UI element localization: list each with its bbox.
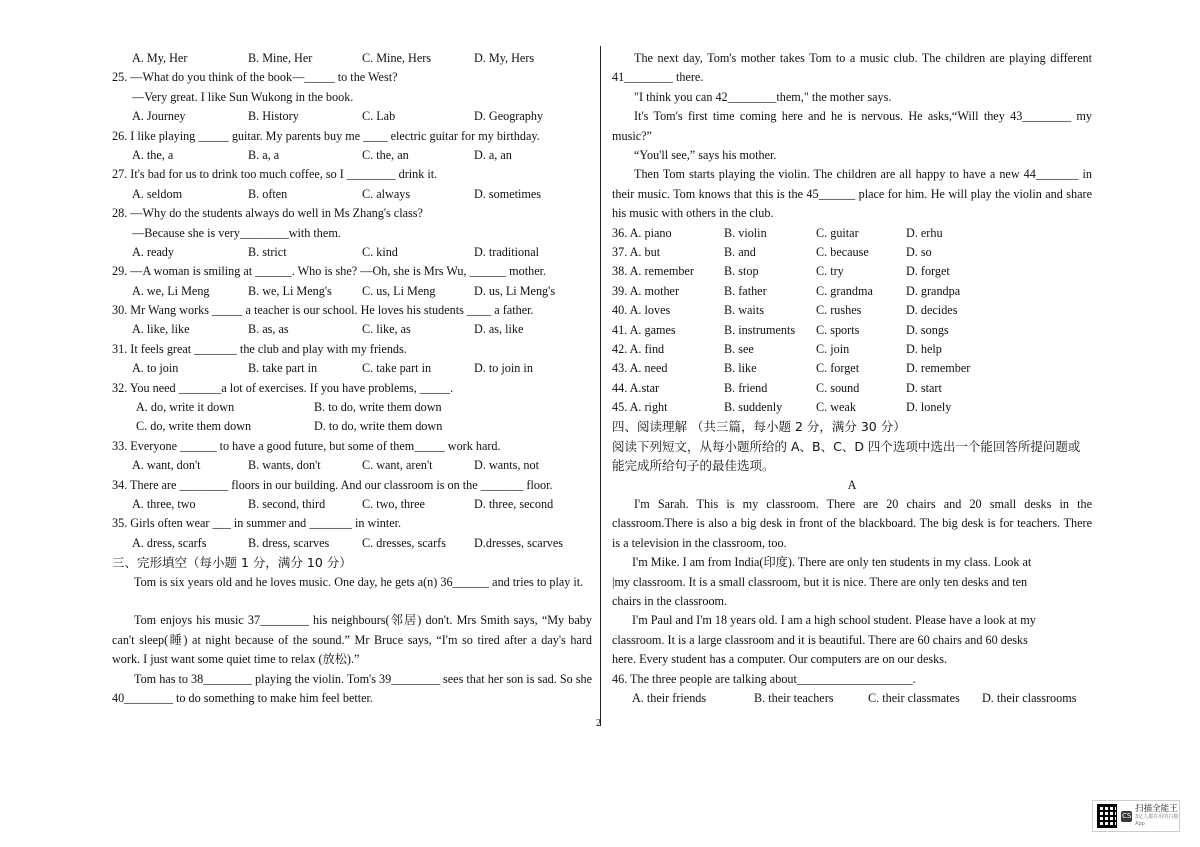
question-line: —Very great. I like Sun Wukong in the book. [132, 89, 354, 104]
passage-paragraph: I'm Sarah. This is my classroom. There are 20 chairs and 20 small desks in the classroom.There is also a big desk in front of the blackboard. The big desk is for teachers. There is a television in the classroom, too. [612, 497, 1092, 550]
option-choice: C. sports [816, 322, 860, 337]
option-choice: B. friend [724, 380, 768, 395]
cloze-option-row [612, 359, 1092, 378]
option-choice: C. join [816, 341, 850, 356]
question-line: 25. —What do you think of the book—_____ to the West? [112, 70, 398, 85]
option-choice: A. like, like [132, 322, 190, 337]
passage-paragraph: Tom enjoys his music 37________ his neighbours(邻居) don't. Mrs Smith says, “My baby can't sleep(睡) at night because of the sound.” Mr Bruce says, “I'm so tired after a day's hard work. I just want some quiet time to relax (放松).” [112, 613, 592, 667]
option-choice: B. instruments [724, 322, 796, 337]
option-group [112, 495, 592, 514]
option-choice: B. like [724, 361, 757, 376]
option-choice: A. dress, scarfs [132, 535, 207, 550]
question-line: chairs in the classroom. [612, 594, 728, 608]
option-choice: A. their friends [632, 690, 707, 705]
cloze-option-row [612, 301, 1092, 320]
option-choice: C. want, aren't [362, 458, 433, 473]
option-choice: D. grandpa [906, 283, 961, 298]
option-choice: B. and [724, 244, 756, 259]
option-choice: C. Lab [362, 109, 396, 124]
camscanner-logo-icon: CS [1121, 811, 1132, 820]
cloze-option-row [612, 398, 1092, 417]
option-choice: 39. A. mother [612, 283, 680, 298]
page-number: 2 [596, 718, 601, 729]
option-choice: D. their classrooms [982, 690, 1077, 705]
option-choice: C. always [362, 186, 411, 201]
question-line: 30. Mr Wang works _____ a teacher is our school. He loves his students ____ a father. [112, 303, 534, 318]
passage-paragraph: The next day, Tom's mother takes Tom to a music club. The children are playing different 41________ there. [612, 51, 1092, 85]
cloze-option-row [612, 224, 1092, 243]
option-choice: B. suddenly [724, 400, 783, 415]
option-group [112, 185, 592, 204]
option-choice: A. ready [132, 244, 174, 259]
left-column [112, 49, 592, 708]
option-choice: C. their classmates [868, 690, 960, 705]
answer-options [112, 456, 592, 475]
option-choice: 40. A. loves [612, 303, 671, 318]
option-choice: A. Journey [132, 109, 186, 124]
question-line: I'm Paul and I'm 18 years old. I am a high school student. Please have a look at my [632, 613, 1036, 628]
option-choice: 36. A. piano [612, 225, 672, 240]
option-choice: C. grandma [816, 283, 873, 298]
option-choice: A. we, Li Meng [132, 283, 210, 298]
watermark-title: 扫描全能王 [1135, 804, 1178, 814]
option-choice: C. guitar [816, 225, 859, 240]
option-choice: B. dress, scarves [248, 535, 330, 550]
option-choice: B. strict [248, 244, 287, 259]
option-choice: D. wants, not [474, 458, 539, 473]
option-choice: 37. A. but [612, 244, 661, 259]
answer-options [112, 495, 592, 514]
column-divider [600, 46, 601, 726]
option-choice: A. to join [132, 361, 179, 376]
option-choice: C. forget [816, 361, 860, 376]
option-choice: D. a, an [474, 147, 512, 162]
option-choice: B. violin [724, 225, 767, 240]
option-choice: A. do, write it down [136, 400, 235, 415]
answer-options [112, 49, 592, 68]
option-choice: B. to do, write them down [314, 400, 442, 415]
section-heading: 三、完形填空（每小题 1 分，满分 10 分） [112, 555, 352, 571]
option-choice: 44. A.star [612, 380, 660, 395]
cloze-option-row [612, 321, 1092, 340]
option-choice: D. songs [906, 322, 949, 337]
option-choice: B. stop [724, 264, 759, 279]
option-choice: C. weak [816, 400, 856, 415]
question-line: |my classroom. It is a small classroom, but it is nice. There are only ten desks and ten [612, 574, 1028, 589]
question-line: 26. I like playing _____ guitar. My parents buy me ____ electric guitar for my birthday. [112, 128, 540, 143]
answer-options [112, 243, 592, 262]
option-choice: D. remember [906, 361, 971, 376]
passage-paragraph: “You'll see,” says his mother. [634, 147, 777, 162]
option-choice: 45. A. right [612, 400, 668, 415]
option-choice: C. rushes [816, 303, 862, 318]
section-heading: 阅读下列短文，从每小题所给的 A、B、C、D 四个选项中选出一个能回答所提问题或 [612, 438, 1081, 454]
cloze-option-row [612, 340, 1092, 359]
camscanner-watermark [1092, 800, 1180, 832]
section-heading: 能完成所给句子的最佳选项。 [612, 458, 775, 474]
cloze-option-row [612, 282, 1092, 301]
option-choice: D. decides [906, 303, 958, 318]
answer-options [112, 398, 592, 417]
option-choice: C. like, as [362, 322, 411, 337]
answer-options [112, 282, 592, 301]
option-choice: B. History [248, 109, 299, 124]
option-choice: D.dresses, scarves [474, 535, 564, 550]
passage-paragraph: Tom is six years old and he loves music. One day, he gets a(n) 36______ and tries to play it. [134, 574, 584, 589]
question-line: 35. Girls often wear ___ in summer and _______ in winter. [112, 516, 402, 531]
option-choice: D. to do, write them down [314, 419, 443, 434]
right-column [612, 49, 1092, 708]
option-choice: D. us, Li Meng's [474, 283, 556, 298]
option-choice: B. as, as [248, 322, 289, 337]
question-line: 32. You need _______a lot of exercises. If you have problems, _____. [112, 380, 454, 395]
option-choice: B. often [248, 186, 288, 201]
answer-options [112, 107, 592, 126]
option-choice: 42. A. find [612, 341, 665, 356]
option-choice: 43. A. need [612, 361, 668, 376]
option-choice: C. us, Li Meng [362, 283, 436, 298]
question-line: 27. It's bad for us to drink too much coffee, so I ________ drink it. [112, 167, 438, 182]
option-group [112, 320, 592, 339]
option-choice: A. three, two [132, 496, 196, 511]
passage-paragraph: Then Tom starts playing the violin. The children are all happy to have a new 44_______ in their music. Tom knows that this is the 45______ place for him. He will play the violin and share his music with others in the club. [612, 167, 1092, 221]
question-line: 31. It feels great _______ the club and play with my friends. [112, 341, 407, 356]
option-choice: C. try [816, 264, 844, 279]
option-choice: D. My, Hers [474, 51, 535, 65]
option-choice: A. My, Her [132, 51, 188, 65]
option-group [112, 243, 592, 262]
option-choice: 41. A. games [612, 322, 676, 337]
watermark-text [1135, 804, 1179, 828]
option-choice: C. sound [816, 380, 860, 395]
watermark-subtitle: 3亿人都在用的扫描App [1135, 814, 1179, 827]
option-group [112, 534, 592, 553]
option-choice: A. want, don't [132, 458, 201, 473]
option-choice: B. we, Li Meng's [248, 283, 332, 298]
option-choice: C. kind [362, 244, 398, 259]
passage-paragraph: It's Tom's first time coming here and he is nervous. He asks,“Will they 43________ my music?” [612, 109, 1092, 143]
option-choice: B. waits [724, 303, 764, 318]
option-choice: D. traditional [474, 244, 539, 259]
question-line: 34. There are ________ floors in our building. And our classroom is on the _______ floor. [112, 477, 553, 492]
option-choice: D. so [906, 244, 932, 259]
option-choice: B. father [724, 283, 767, 298]
option-choice: C. two, three [362, 496, 425, 511]
option-choice: B. wants, don't [248, 458, 321, 473]
option-group [112, 282, 592, 301]
option-choice: B. take part in [248, 361, 318, 376]
question-line: I'm Mike. I am from India(印度). There are only ten students in my class. Look at [632, 555, 1032, 570]
option-choice: C. the, an [362, 147, 409, 162]
option-choice: B. Mine, Her [248, 51, 313, 65]
option-choice: C. Mine, Hers [362, 51, 432, 65]
option-choice: C. do, write them down [136, 419, 252, 434]
option-choice: D. help [906, 341, 942, 356]
option-choice: D. start [906, 380, 942, 395]
option-choice: A. the, a [132, 147, 174, 162]
option-choice: D. erhu [906, 225, 943, 240]
option-group [112, 49, 592, 68]
question-line: here. Every student has a computer. Our computers are on our desks. [612, 652, 948, 667]
section-heading: 四、阅读理解 （共三篇，每小题 2 分，满分 30 分） [612, 419, 906, 435]
option-choice: D. as, like [474, 322, 524, 337]
answer-options [112, 146, 592, 165]
option-choice: A. seldom [132, 186, 183, 201]
option-choice: D. forget [906, 264, 950, 279]
answer-options [112, 185, 592, 204]
option-group [112, 146, 592, 165]
option-choice: D. sometimes [474, 186, 542, 201]
option-choice: B. a, a [248, 147, 280, 162]
option-choice: D. Geography [474, 109, 544, 124]
answer-options [112, 359, 592, 378]
passage-paragraph: "I think you can 42________them," the mother says. [634, 89, 892, 104]
option-choice: D. to join in [474, 361, 533, 376]
question-line: classroom. It is a large classroom and it is beautiful. There are 60 chairs and 60 desks [612, 632, 1028, 647]
cloze-option-row [612, 379, 1092, 398]
option-choice: D. lonely [906, 400, 952, 415]
qr-code-icon [1097, 804, 1117, 828]
passage-label: A [847, 477, 857, 492]
question-line: 33. Everyone ______ to have a good future, but some of them_____ work hard. [112, 438, 501, 453]
option-group [112, 107, 592, 126]
option-choice: B. their teachers [754, 690, 834, 705]
passage-paragraph: Tom has to 38________ playing the violin. Tom's 39________ sees that her son is sad. So she 40________ to do something to make him feel better. [112, 671, 592, 705]
question-line: 46. The three people are talking about___________________. [612, 671, 916, 686]
option-group [112, 359, 592, 378]
question-line: 28. —Why do the students always do well in Ms Zhang's class? [112, 206, 423, 221]
answer-options [612, 689, 1092, 708]
option-choice: D. three, second [474, 496, 554, 511]
option-choice: C. dresses, scarfs [362, 535, 446, 550]
answer-options [112, 320, 592, 339]
question-line: —Because she is very________with them. [132, 225, 341, 240]
option-group [112, 456, 592, 475]
answer-options [112, 417, 592, 436]
option-choice: C. take part in [362, 361, 432, 376]
cloze-option-row [612, 243, 1092, 262]
answer-options [112, 534, 592, 553]
option-choice: B. see [724, 341, 754, 356]
option-choice: B. second, third [248, 496, 326, 511]
question-line: 29. —A woman is smiling at ______. Who is she? —Oh, she is Mrs Wu, ______ mother. [112, 264, 547, 279]
option-choice: 38. A. remember [612, 264, 694, 279]
option-choice: C. because [816, 244, 869, 259]
cloze-option-row [612, 262, 1092, 281]
